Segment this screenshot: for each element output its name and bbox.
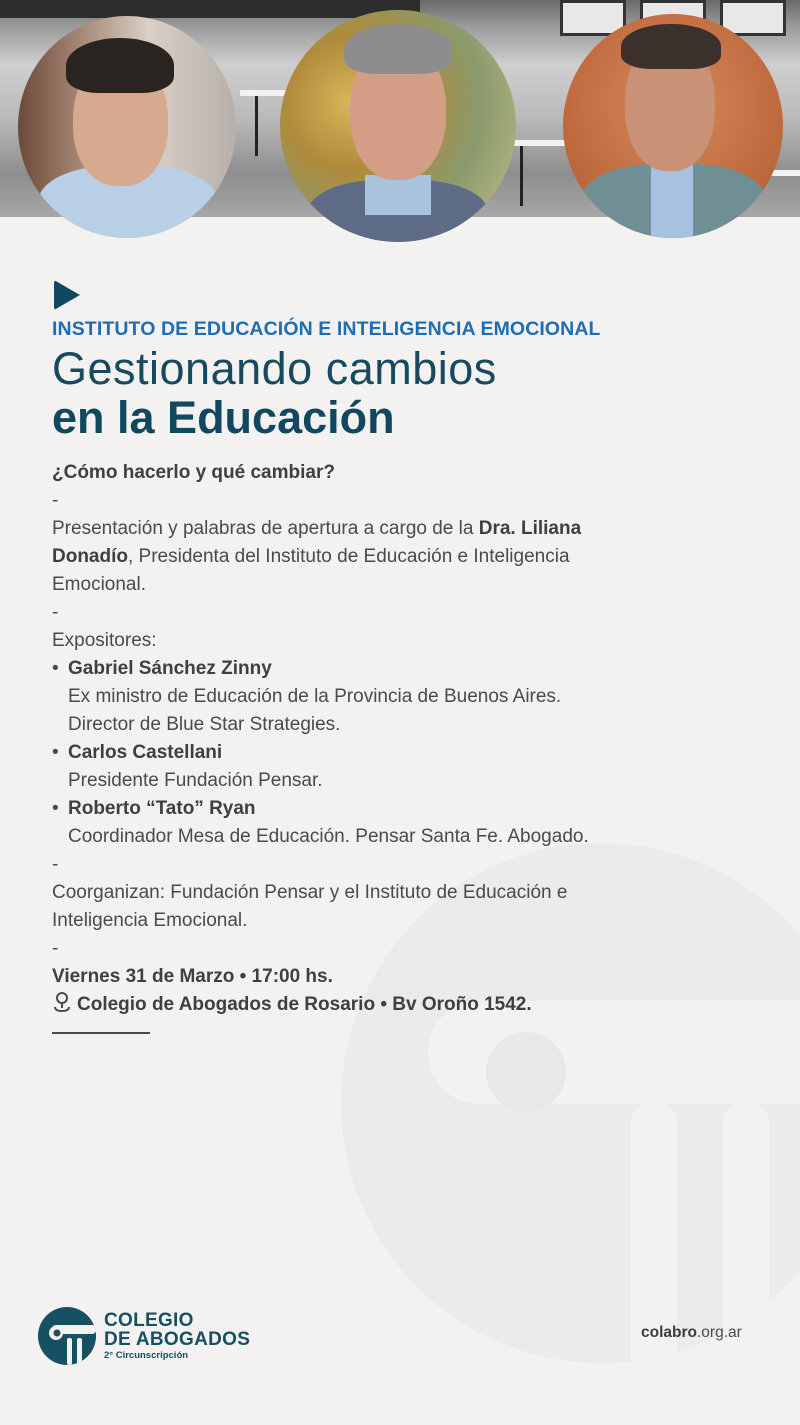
opening-speaker-name: Dra. Liliana — [478, 518, 582, 539]
watermark-logo-column — [723, 1102, 769, 1362]
speaker-name: Gabriel Sánchez Zinny — [68, 658, 272, 679]
website-link[interactable] — [641, 1324, 742, 1342]
speaker-photo-2 — [280, 10, 516, 242]
opening-role: , Presidenta del Instituto de Educación e Inteligencia — [128, 546, 570, 567]
speaker-photo-3 — [563, 14, 783, 238]
logo-text — [104, 1311, 250, 1361]
coorganizers-line-2: Inteligencia Emocional. — [52, 910, 248, 931]
logo-line-3: 2° Circunscripción — [104, 1350, 189, 1361]
bullet-icon: • — [52, 798, 59, 819]
event-description — [52, 459, 752, 1034]
watermark-logo-column — [631, 1102, 677, 1362]
watermark-logo-scroll — [486, 1032, 566, 1112]
divider — [52, 1032, 150, 1034]
opening-prefix: Presentación y palabras de apertura a cargo de la — [52, 518, 479, 539]
logo-line-2: DE ABOGADOS — [104, 1329, 251, 1350]
logo-line-1: COLEGIO — [104, 1310, 194, 1331]
play-icon — [54, 280, 80, 310]
speaker-photo-1 — [18, 16, 236, 238]
separator: - — [52, 490, 59, 511]
subtitle: ¿Cómo hacerlo y qué cambiar? — [52, 462, 335, 483]
location-pin-icon — [52, 991, 72, 1022]
title-line-2: en la Educación — [52, 392, 395, 443]
opening-text-line-1 — [52, 515, 752, 543]
speaker-item — [52, 739, 752, 795]
speakers-label: Expositores: — [52, 630, 157, 651]
speaker-role: Director de Blue Star Strategies. — [68, 714, 341, 735]
coorganizers-line-1: Coorganizan: Fundación Pensar y el Instituto de Educación e — [52, 882, 568, 903]
event-location — [52, 991, 752, 1022]
speaker-role: Presidente Fundación Pensar. — [68, 770, 323, 791]
speaker-item — [52, 655, 752, 739]
speaker-name: Roberto “Tato” Ryan — [68, 798, 256, 819]
title-line-1: Gestionando cambios — [52, 343, 497, 394]
separator: - — [52, 602, 59, 623]
opening-text-line-3: Emocional. — [52, 574, 146, 595]
speaker-item — [52, 795, 752, 851]
separator: - — [52, 854, 59, 875]
bullet-icon: • — [52, 742, 59, 763]
column-logo-icon — [38, 1307, 96, 1365]
bullet-icon: • — [52, 658, 59, 679]
website-tld: .org.ar — [696, 1324, 742, 1341]
separator: - — [52, 938, 59, 959]
location-text: Colegio de Abogados de Rosario • Bv Oroño 1542. — [77, 994, 532, 1015]
speaker-role: Coordinador Mesa de Educación. Pensar Santa Fe. Abogado. — [68, 826, 589, 847]
institute-name: INSTITUTO DE EDUCACIÓN E INTELIGENCIA EMOCIONAL — [52, 318, 601, 340]
speaker-name: Carlos Castellani — [68, 742, 223, 763]
colegio-logo — [38, 1307, 250, 1365]
event-content — [52, 280, 752, 1034]
opening-speaker-surname: Donadío — [52, 546, 128, 567]
desk-leg — [520, 146, 523, 206]
desk-leg — [255, 96, 258, 156]
speaker-role: Ex ministro de Educación de la Provincia de Buenos Aires. — [68, 686, 562, 707]
website-domain: colabro — [641, 1324, 697, 1341]
opening-text-line-2 — [52, 543, 752, 571]
event-date-time: Viernes 31 de Marzo • 17:00 hs. — [52, 966, 333, 987]
